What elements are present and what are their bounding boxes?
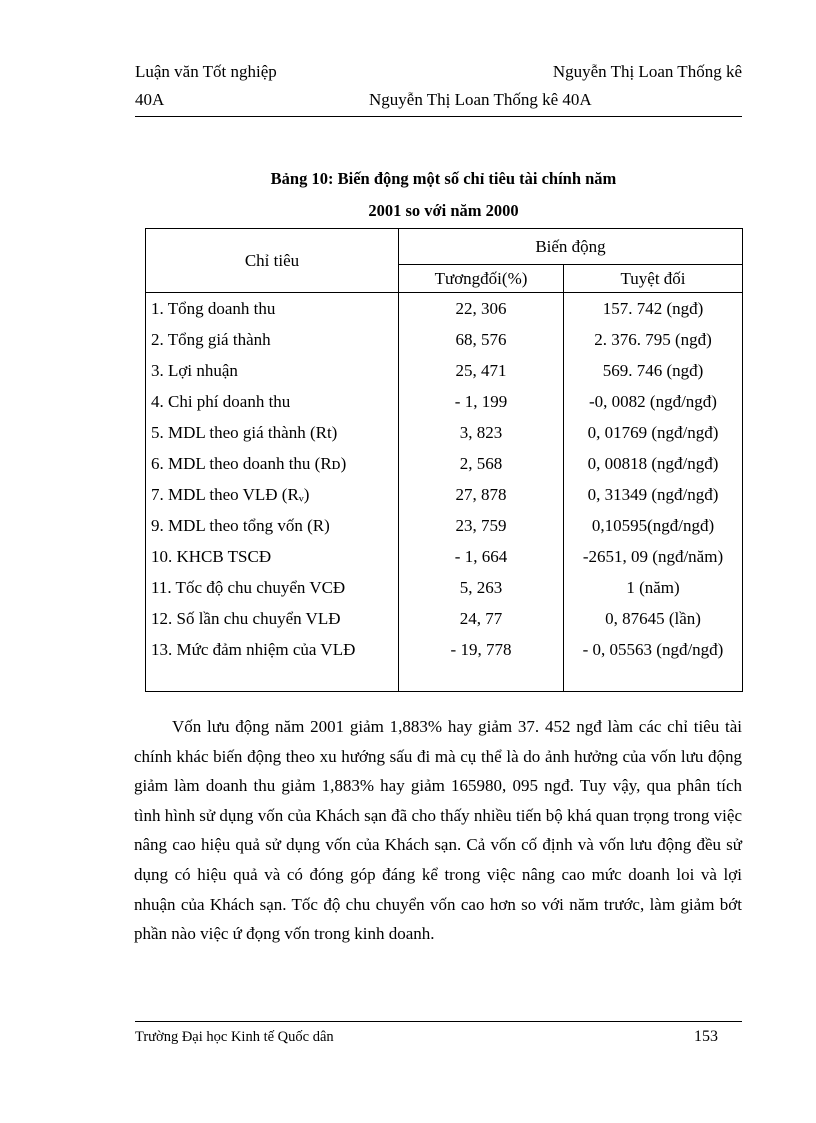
relative-change-cell: 25, 471 xyxy=(399,355,564,386)
absolute-change-cell: 2. 376. 795 (ngđ) xyxy=(564,324,743,355)
footer-school: Trường Đại học Kinh tế Quốc dân xyxy=(135,1029,334,1045)
relative-change-cell: - 19, 778 xyxy=(399,634,564,665)
indicator-cell: 9. MDL theo tổng vốn (R) xyxy=(146,510,399,541)
header-rule xyxy=(135,116,742,117)
table-row xyxy=(146,510,743,541)
table-spacer-row xyxy=(146,665,743,692)
indicator-cell: 2. Tổng giá thành xyxy=(146,324,399,355)
indicator-cell: 6. MDL theo doanh thu (Rᴅ) xyxy=(146,448,399,479)
indicator-cell: 3. Lợi nhuận xyxy=(146,355,399,386)
footer-page-number: 153 xyxy=(694,1028,718,1045)
relative-change-cell: 23, 759 xyxy=(399,510,564,541)
relative-change-cell: 68, 576 xyxy=(399,324,564,355)
table-row xyxy=(146,355,743,386)
absolute-change-cell: -0, 0082 (ngđ/ngđ) xyxy=(564,386,743,417)
table-row xyxy=(146,448,743,479)
table-row xyxy=(146,324,743,355)
relative-change-cell: 5, 263 xyxy=(399,572,564,603)
relative-change-cell: 22, 306 xyxy=(399,293,564,325)
relative-change-cell: 24, 77 xyxy=(399,603,564,634)
header-author: Nguyễn Thị Loan Thống kê xyxy=(552,62,742,81)
column-header-absolute: Tuyệt đối xyxy=(564,265,743,293)
relative-change-cell: - 1, 199 xyxy=(399,386,564,417)
absolute-change-cell: 0,10595(ngđ/ngđ) xyxy=(564,510,743,541)
column-header-change: Biến động xyxy=(399,229,743,265)
indicator-cell: 1. Tổng doanh thu xyxy=(146,293,399,325)
header-thesis-label: Luận văn Tốt nghiệp xyxy=(135,62,277,81)
body-paragraph: Vốn lưu động năm 2001 giảm 1,883% hay giảm 37. 452 ngđ làm các chỉ tiêu tài chính khác biến động theo xu hướng sấu đi mà cụ thể là do ảnh hưởng của vốn lưu động giảm làm doanh thu giảm 1,883% hay giảm 165980, 095 ngđ. Tuy vậy, qua phân tích tình hình sử dụng vốn của Khách sạn đã cho thấy nhiều tiến bộ khá quan trọng trong việc nâng cao hiệu quả sử dụng vốn của Khách sạn. Cả vốn cố định và vốn lưu động đều sử dụng có hiệu quả và có đóng góp đáng kể trong việc nâng cao mức doanh loi và lợi nhuận của Khách sạn. Tốc độ chu chuyển vốn cao hơn so với năm trước, làm giảm bớt phần nào việc ứ đọng vốn trong kinh doanh. xyxy=(134,717,742,944)
indicator-cell: 13. Mức đảm nhiệm của VLĐ xyxy=(146,634,399,665)
absolute-change-cell: 0, 31349 (ngđ/ngđ) xyxy=(564,479,743,510)
table-row xyxy=(146,541,743,572)
column-header-relative: Tươngđối(%) xyxy=(399,265,564,293)
indicator-cell: 4. Chi phí doanh thu xyxy=(146,386,399,417)
relative-change-cell: 3, 823 xyxy=(399,417,564,448)
indicator-cell: 12. Số lần chu chuyển VLĐ xyxy=(146,603,399,634)
table-row xyxy=(146,634,743,665)
absolute-change-cell: 0, 01769 (ngđ/ngđ) xyxy=(564,417,743,448)
absolute-change-cell: - 0, 05563 (ngđ/ngđ) xyxy=(564,634,743,665)
table-row xyxy=(146,572,743,603)
table-row xyxy=(146,479,743,510)
table-row xyxy=(146,603,743,634)
table-row xyxy=(146,386,743,417)
header-class: 40A xyxy=(135,90,165,109)
relative-change-cell: 2, 568 xyxy=(399,448,564,479)
indicator-cell: 5. MDL theo giá thành (Rt) xyxy=(146,417,399,448)
column-header-indicator: Chỉ tiêu xyxy=(146,229,399,293)
financial-indicators-table xyxy=(145,228,743,692)
absolute-change-cell: 569. 746 (ngđ) xyxy=(564,355,743,386)
header-author-class: Nguyễn Thị Loan Thống kê 40A xyxy=(369,90,592,109)
table-title-line2: 2001 so với năm 2000 xyxy=(368,201,519,220)
indicator-cell: 11. Tốc độ chu chuyển VCĐ xyxy=(146,572,399,603)
relative-change-cell: - 1, 664 xyxy=(399,541,564,572)
footer-rule xyxy=(135,1021,742,1022)
absolute-change-cell: -2651, 09 (ngđ/năm) xyxy=(564,541,743,572)
indicator-cell: 10. KHCB TSCĐ xyxy=(146,541,399,572)
relative-change-cell: 27, 878 xyxy=(399,479,564,510)
absolute-change-cell: 157. 742 (ngđ) xyxy=(564,293,743,325)
absolute-change-cell: 0, 00818 (ngđ/ngđ) xyxy=(564,448,743,479)
table-row xyxy=(146,293,743,325)
indicator-cell: 7. MDL theo VLĐ (Rᵥ) xyxy=(146,479,399,510)
table-row xyxy=(146,417,743,448)
table-title-line1: Bảng 10: Biến động một số chỉ tiêu tài chính năm xyxy=(270,169,617,188)
absolute-change-cell: 1 (năm) xyxy=(564,572,743,603)
absolute-change-cell: 0, 87645 (lần) xyxy=(564,603,743,634)
